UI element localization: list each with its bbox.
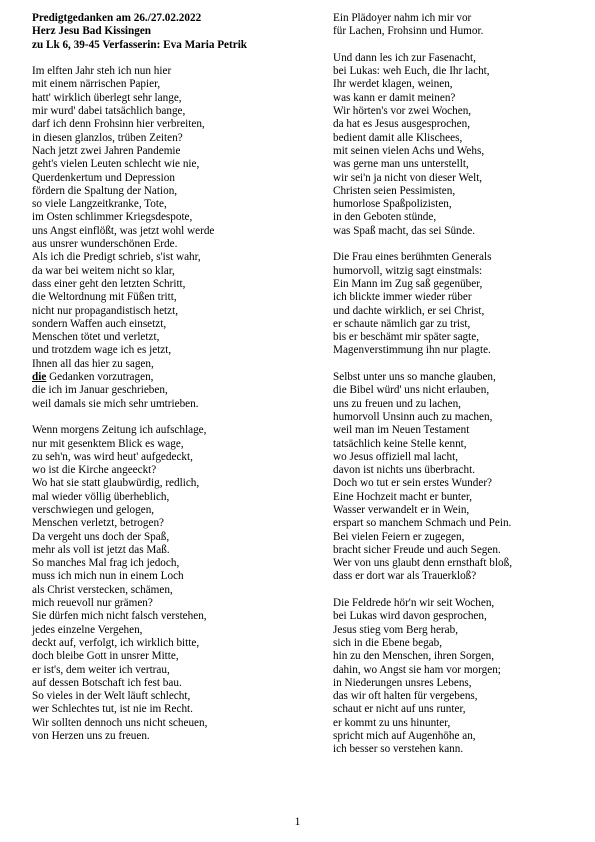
stanza-right-1 [333,12,578,39]
stanza-lines [333,52,578,238]
verse-line: wer Schlechtes tut, ist nie im Recht. [32,703,193,716]
verse-line: die ich im Januar geschrieben, [32,384,168,397]
stanza-lines [333,597,578,757]
header-reference-author: zu Lk 6, 39-45 Verfasserin: Eva Maria Petrik [32,38,248,51]
verse-line: Als ich die Predigt schrieb, s'ist wahr, [32,251,201,264]
verse-line: das wir oft halten für vergebens, [333,690,478,703]
verse-line: Ihnen all das hier zu sagen, [32,357,154,370]
verse-line: Christen seien Pessimisten, [333,184,456,197]
verse-line-rest: Gedanken vorzutragen, [46,371,154,384]
verse-line: Die Feldrede hör'n wir seit Wochen, [333,597,495,610]
stanza-right-2 [333,52,578,238]
verse-line: da hat es Jesus ausgesprochen, [333,118,471,131]
stanza-lines-tail [32,384,317,411]
stanza-right-4 [333,371,578,584]
verse-line: die Bibel würd' uns nicht erlauben, [333,384,490,397]
verse-line: ich besser so verstehen kann. [333,743,464,756]
verse-line: jedes einzelne Vergehen, [32,623,143,636]
verse-line: und trotzdem wage ich es jetzt, [32,344,172,357]
verse-line: hin zu den Menschen, ihren Sorgen, [333,650,495,663]
verse-line: bis er beschämt mir später sagte, [333,331,480,344]
verse-line: wir sei'n ja nicht von dieser Welt, [333,171,483,184]
verse-line: schaut er nicht auf uns runter, [333,703,466,716]
verse-line: humorvoll Unsinn auch zu machen, [333,410,493,423]
verse-line: dass er dort war als Trauerkloß? [333,570,477,583]
verse-line: muss ich mich nun in einem Loch [32,570,184,583]
verse-line: uns Angst einflößt, was jetzt wohl werde [32,224,215,237]
verse-line: was Spaß macht, das sei Sünde. [333,224,475,237]
verse-line: Menschen tötet und verletzt, [32,331,160,344]
verse-line: Da vergeht uns doch der Spaß, [32,530,170,543]
verse-line: da war bei weitem nicht so klar, [32,264,175,277]
verse-line: ich blickte immer wieder rüber [333,291,472,304]
verse-line: humorlose Spaßpolizisten, [333,198,452,211]
verse-line: spricht mich auf Augenhöhe an, [333,730,476,743]
verse-line: davon ist nichts uns überbracht. [333,464,475,477]
verse-line: Doch wo tut er sein erstes Wunder? [333,477,493,490]
verse-line: Wir sollten dennoch uns nicht scheuen, [32,716,208,729]
verse-line: bedient damit alle Klischees, [333,131,463,144]
header-parish: Herz Jesu Bad Kissingen [32,25,152,38]
verse-line: mal wieder völlig überheblich, [32,490,170,503]
verse-line: in diesen glanzlos, trüben Zeiten? [32,131,183,144]
verse-line: zu seh'n, was wird heut' aufgedeckt, [32,450,193,463]
verse-line: sich in die Ebene begab, [333,636,443,649]
verse-line: dass einer geht den letzten Schritt, [32,277,186,290]
verse-line: verschwiegen und gelogen, [32,503,155,516]
verse-line: uns zu freuen und zu lachen, [333,397,461,410]
verse-line: Ihr werdet klagen, weinen, [333,78,453,91]
verse-line: weil damals sie mich sehr umtrieben. [32,397,199,410]
stanza-left-1 [32,65,317,411]
verse-line: So manches Mal frag ich jedoch, [32,557,180,570]
verse-line: von Herzen uns zu freuen. [32,730,150,743]
verse-line: weil man im Neuen Testament [333,424,470,437]
verse-line: wo ist die Kirche angeeckt? [32,464,157,477]
verse-line: im Osten schlimmer Kriegsdespote, [32,211,193,224]
verse-line: er ist's, dem weiter ich vertrau, [32,663,170,676]
verse-line: hatt' wirklich überlegt sehr lange, [32,91,182,104]
header-block [32,12,317,52]
verse-line: Jesus stieg vom Berg herab, [333,623,459,636]
verse-line: bei Lukas: weh Euch, die Ihr lacht, [333,65,490,78]
verse-line: Nach jetzt zwei Jahren Pandemie [32,144,181,157]
verse-line: Magenverstimmung ihn nur plagte. [333,344,491,357]
verse-line: erspart so manchem Schmach und Pein. [333,517,512,530]
verse-line: Die Frau eines berühmten Generals [333,251,492,264]
verse-line: er schaute nämlich gar zu trist, [333,317,471,330]
verse-line: tatsächlich keine Stelle kennt, [333,437,467,450]
verse-line: mehr als voll ist jetzt das Maß. [32,543,170,556]
verse-line: doch bleibe Gott in unsrer Mitte, [32,650,179,663]
verse-line: Sie dürfen mich nicht falsch verstehen, [32,610,207,623]
verse-line: fördern die Spaltung der Nation, [32,184,178,197]
verse-line: wo Jesus offiziell mal lacht, [333,450,459,463]
verse-line-underlined [32,371,317,384]
verse-line: Ein Plädoyer nahm ich mir vor [333,12,472,24]
verse-line: was kann er damit meinen? [333,91,456,104]
verse-line: die Weltordnung mit Füßen tritt, [32,291,177,304]
verse-line: Im elften Jahr steh ich nun hier [32,65,172,78]
verse-line: nur mit gesenktem Blick es wage, [32,437,184,450]
stanza-left-2 [32,424,317,743]
stanza-lines [32,65,317,371]
verse-line: Querdenkertum und Depression [32,171,175,184]
verse-line: aus unsrer wunderschönen Erde. [32,238,178,251]
verse-line: mit einem närrischen Papier, [32,78,161,91]
verse-line: sondern Waffen auch einsetzt, [32,317,167,330]
verse-line: in Niederungen unsres Lebens, [333,676,472,689]
page-number: 1 [294,816,301,828]
verse-line: mit seinen vielen Achs und Wehs, [333,144,485,157]
verse-line: humorvoll, witzig sagt einstmals: [333,264,483,277]
verse-line: Und dann les ich zur Fasenacht, [333,51,476,64]
verse-line: in den Geboten stünde, [333,211,437,224]
verse-line: So vieles in der Welt läuft schlecht, [32,690,191,703]
stanza-right-5 [333,597,578,757]
verse-line: Eine Hochzeit macht er bunter, [333,490,473,503]
verse-line: Ein Mann im Zug saß gegenüber, [333,277,483,290]
stanza-lines [333,12,578,39]
verse-line: so viele Langzeitkranke, Tote, [32,198,167,211]
verse-line: mich reuevoll nur grämen? [32,597,153,610]
verse-line: Wir hörten's vor zwei Wochen, [333,105,472,118]
verse-line: Selbst unter uns so manche glauben, [333,371,496,384]
stanza-lines [32,424,317,743]
verse-line: mir wurd' dabei tatsächlich bange, [32,105,186,118]
stanza-right-3 [333,251,578,357]
verse-line: Bei vielen Feiern er zugegen, [333,530,465,543]
verse-line: Wer von uns glaubt denn ernsthaft bloß, [333,557,512,570]
verse-line: nicht nur propagandistisch hetzt, [32,304,179,317]
stanza-lines [333,251,578,357]
verse-line: Menschen verletzt, betrogen? [32,517,165,530]
left-column [32,12,317,757]
verse-line: Wenn morgens Zeitung ich aufschlage, [32,424,207,437]
underlined-word: die [32,371,47,384]
verse-line: darf ich denn Frohsinn hier verbreiten, [32,118,205,131]
verse-line: für Lachen, Frohsinn und Humor. [333,25,484,38]
verse-line: er kommt zu uns hinunter, [333,716,451,729]
verse-line: was gerne man uns unterstellt, [333,158,469,171]
verse-line: geht's vielen Leuten schlecht wie nie, [32,158,200,171]
header-title: Predigtgedanken am 26./27.02.2022 [32,12,202,24]
verse-line: bei Lukas wird davon gesprochen, [333,610,487,623]
verse-line: auf dessen Botschaft ich fest bau. [32,676,182,689]
stanza-lines [333,371,578,584]
verse-line: als Christ verstecken, schämen, [32,583,173,596]
verse-line: Wasser verwandelt er in Wein, [333,503,470,516]
verse-line: Wo hat sie statt glaubwürdig, redlich, [32,477,200,490]
verse-line: bracht sicher Freude und auch Segen. [333,543,501,556]
verse-line: deckt auf, verfolgt, ich wirklich bitte, [32,636,200,649]
verse-line: dahin, wo Angst sie ham vor morgen; [333,663,501,676]
right-column [333,12,578,770]
verse-line: und dachte wirklich, er sei Christ, [333,304,485,317]
